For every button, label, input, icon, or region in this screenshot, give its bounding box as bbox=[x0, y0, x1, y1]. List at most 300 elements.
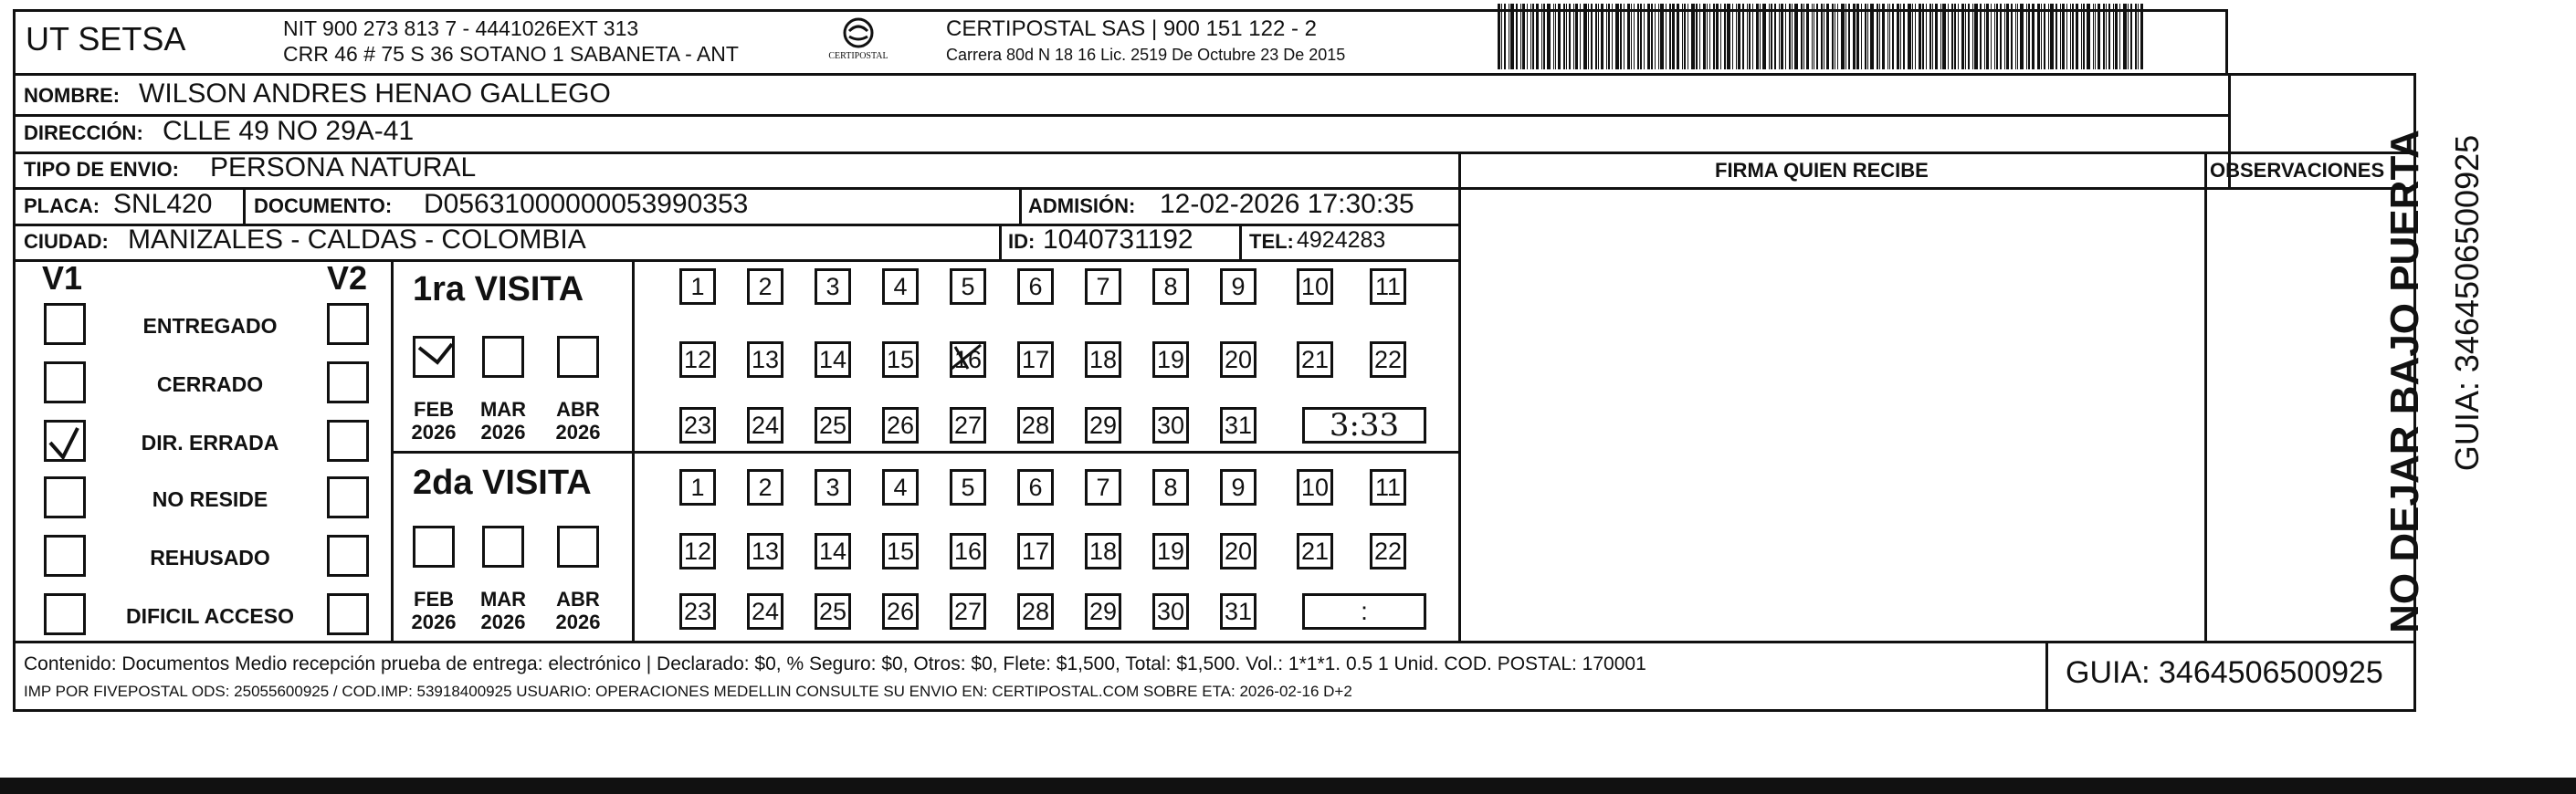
second-visit-day-30[interactable]: 30 bbox=[1152, 593, 1189, 630]
barcode-bar bbox=[1504, 4, 1506, 69]
barcode-bar bbox=[1832, 4, 1834, 69]
v2-checkbox-no-reside[interactable] bbox=[327, 476, 369, 518]
barcode-bar bbox=[1615, 4, 1619, 69]
barcode-bar bbox=[1738, 4, 1740, 69]
barcode-bar bbox=[1942, 4, 1946, 69]
barcode-bar bbox=[1879, 4, 1880, 69]
barcode-bar bbox=[1889, 4, 1890, 69]
month-year: 2026 bbox=[480, 611, 526, 633]
barcode-bar bbox=[1870, 4, 1874, 69]
barcode-bar bbox=[1841, 4, 1845, 69]
company-name: UT SETSA bbox=[26, 20, 186, 57]
second-visit-day-14[interactable]: 14 bbox=[815, 533, 851, 569]
barcode-bar bbox=[1677, 4, 1679, 69]
barcode-bar bbox=[2062, 4, 2065, 69]
barcode-bar bbox=[1932, 4, 1933, 69]
second-visit-day-3[interactable]: 3 bbox=[815, 469, 851, 506]
second-visit-day-8[interactable]: 8 bbox=[1152, 469, 1189, 506]
barcode-bar bbox=[1569, 4, 1571, 69]
second-visit-day-18[interactable]: 18 bbox=[1085, 533, 1121, 569]
status-label: ENTREGADO bbox=[142, 314, 278, 338]
first-visit-day-4[interactable]: 4 bbox=[882, 268, 919, 305]
barcode-bar bbox=[1801, 4, 1803, 69]
barcode-bar bbox=[1536, 4, 1539, 69]
barcode-bar bbox=[1853, 4, 1856, 69]
barcode-bar bbox=[1972, 4, 1973, 69]
month-year: 2026 bbox=[411, 611, 457, 633]
divider bbox=[1019, 187, 1022, 224]
barcode-bar bbox=[1558, 4, 1561, 69]
strike-mark-icon bbox=[950, 341, 986, 378]
first-visit-day-21[interactable]: 21 bbox=[1297, 341, 1333, 378]
second-visit-day-1[interactable]: 1 bbox=[679, 469, 716, 506]
admision-label: ADMISIÓN: bbox=[1028, 194, 1136, 217]
barcode-bar bbox=[1530, 4, 1531, 69]
first-visit-day-19[interactable]: 19 bbox=[1152, 341, 1189, 378]
second-visit-day-16[interactable]: 16 bbox=[950, 533, 986, 569]
first-visit-day-1[interactable]: 1 bbox=[679, 268, 716, 305]
v2-checkbox-cerrado[interactable] bbox=[327, 361, 369, 403]
barcode-bar bbox=[1547, 4, 1551, 69]
v1-checkbox-cerrado[interactable] bbox=[44, 361, 86, 403]
barcode-bar bbox=[1644, 4, 1645, 69]
first-visit-day-18[interactable]: 18 bbox=[1085, 341, 1121, 378]
status-label: REHUSADO bbox=[150, 546, 270, 569]
barcode-bar bbox=[2006, 4, 2009, 69]
second-visit-day-11[interactable]: 11 bbox=[1370, 469, 1406, 506]
second-visit-day-28[interactable]: 28 bbox=[1017, 593, 1054, 630]
barcode-bar bbox=[2050, 4, 2054, 69]
barcode-bar bbox=[1709, 4, 1710, 69]
barcode-bar bbox=[2130, 4, 2132, 69]
month-name: ABR bbox=[556, 588, 600, 611]
barcode-bar bbox=[1961, 4, 1964, 69]
nit-line: NIT 900 273 813 7 - 4441026EXT 313 bbox=[283, 16, 639, 40]
barcode-bar bbox=[1510, 4, 1514, 69]
month-label bbox=[404, 398, 464, 444]
second-visit-month-feb[interactable] bbox=[413, 526, 455, 568]
barcode-bar bbox=[1900, 4, 1901, 69]
barcode-bar bbox=[1954, 4, 1956, 69]
barcode-bar bbox=[1527, 4, 1528, 69]
second-visit-day-2[interactable]: 2 bbox=[747, 469, 783, 506]
barcode-bar bbox=[1532, 4, 1534, 69]
barcode-bar bbox=[1716, 4, 1719, 69]
first-visit-day-12[interactable]: 12 bbox=[679, 341, 716, 378]
barcode-bar bbox=[1792, 4, 1793, 69]
barcode-bar bbox=[1553, 4, 1554, 69]
first-visit-day-13[interactable]: 13 bbox=[747, 341, 783, 378]
barcode-bar bbox=[1892, 4, 1894, 69]
v1-checkbox-rehusado[interactable] bbox=[44, 535, 86, 577]
first-visit-day-11[interactable]: 11 bbox=[1370, 268, 1406, 305]
second-visit-day-22[interactable]: 22 bbox=[1370, 533, 1406, 569]
footer-guia: GUIA: 3464506500925 bbox=[2066, 655, 2383, 690]
second-visit-day-12[interactable]: 12 bbox=[679, 533, 716, 569]
first-visit-day-10[interactable]: 10 bbox=[1297, 268, 1333, 305]
barcode-bar bbox=[2138, 4, 2139, 69]
second-visit-title: 2da VISITA bbox=[413, 464, 592, 502]
barcode-bar bbox=[1691, 4, 1695, 69]
barcode-bar bbox=[1965, 4, 1966, 69]
first-visit-day-9[interactable]: 9 bbox=[1220, 268, 1256, 305]
second-visit-day-24[interactable]: 24 bbox=[747, 593, 783, 630]
barcode-bar bbox=[2028, 4, 2030, 69]
firma-header: FIRMA QUIEN RECIBE bbox=[1715, 159, 1929, 182]
barcode-bar bbox=[1812, 4, 1813, 69]
barcode-bar bbox=[1848, 4, 1850, 69]
barcode-bar bbox=[2093, 4, 2094, 69]
first-visit-day-2[interactable]: 2 bbox=[747, 268, 783, 305]
barcode-bar bbox=[1742, 4, 1744, 69]
first-visit-day-28[interactable]: 28 bbox=[1017, 407, 1054, 444]
barcode-bar bbox=[1821, 4, 1823, 69]
barcode-bar bbox=[2140, 4, 2143, 69]
first-visit-day-26[interactable]: 26 bbox=[882, 407, 919, 444]
first-visit-day-23[interactable]: 23 bbox=[679, 407, 716, 444]
barcode-bar bbox=[1660, 4, 1664, 69]
barcode-bar bbox=[1826, 4, 1829, 69]
second-visit-day-23[interactable]: 23 bbox=[679, 593, 716, 630]
barcode-bar bbox=[1724, 4, 1726, 69]
barcode-bar bbox=[2026, 4, 2027, 69]
first-visit-day-22[interactable]: 22 bbox=[1370, 341, 1406, 378]
barcode-bar bbox=[1794, 4, 1798, 69]
barcode-bar bbox=[2106, 4, 2107, 69]
first-visit-day-8[interactable]: 8 bbox=[1152, 268, 1189, 305]
v1-checkbox-entregado[interactable] bbox=[44, 303, 86, 345]
barcode-bar bbox=[1984, 4, 1985, 69]
month-year: 2026 bbox=[555, 421, 601, 444]
observaciones-header: OBSERVACIONES bbox=[2210, 159, 2385, 182]
barcode-bar bbox=[1785, 4, 1786, 69]
placa-value: SNL420 bbox=[113, 189, 213, 219]
barcode-bar bbox=[1707, 4, 1708, 69]
barcode-bar bbox=[1637, 4, 1639, 69]
checkmark-icon bbox=[47, 423, 89, 465]
first-visit-month-mar[interactable] bbox=[482, 336, 524, 378]
second-visit-day-25[interactable]: 25 bbox=[815, 593, 851, 630]
barcode-bar bbox=[2000, 4, 2002, 69]
barcode-bar bbox=[1779, 4, 1780, 69]
first-visit-day-29[interactable]: 29 bbox=[1085, 407, 1121, 444]
barcode-bar bbox=[1601, 4, 1603, 69]
tel-label: TEL: bbox=[1249, 230, 1294, 253]
barcode-bar bbox=[1789, 4, 1791, 69]
barcode-bar bbox=[1608, 4, 1610, 69]
barcode-bar bbox=[1583, 4, 1587, 69]
barcode-bar bbox=[1991, 4, 1992, 69]
barcode-bar bbox=[1980, 4, 1982, 69]
nombre-label: NOMBRE: bbox=[24, 84, 121, 107]
bottom-bar bbox=[0, 778, 2576, 794]
barcode-bar bbox=[1865, 4, 1866, 69]
barcode-bar bbox=[1498, 4, 1500, 69]
ciudad-label: CIUDAD: bbox=[24, 230, 109, 253]
divider bbox=[999, 224, 1002, 259]
v1-checkbox-dificil-acceso[interactable] bbox=[44, 593, 86, 635]
barcode-bar bbox=[1845, 4, 1846, 69]
second-visit-day-7[interactable]: 7 bbox=[1085, 469, 1121, 506]
barcode-bar bbox=[1926, 4, 1927, 69]
second-visit-day-21[interactable]: 21 bbox=[1297, 533, 1333, 569]
license-line: Carrera 80d N 18 16 Lic. 2519 De Octubre 23 De 2015 bbox=[946, 46, 1346, 64]
status-label: DIFICIL ACCESO bbox=[125, 604, 294, 628]
second-visit-day-6[interactable]: 6 bbox=[1017, 469, 1054, 506]
barcode-bar bbox=[2113, 4, 2114, 69]
barcode-bar bbox=[1856, 4, 1859, 69]
barcode-bar bbox=[1516, 4, 1518, 69]
barcode-bar bbox=[1769, 4, 1770, 69]
barcode-bar bbox=[2037, 4, 2040, 69]
barcode-bar bbox=[1781, 4, 1783, 69]
first-visit-day-3[interactable]: 3 bbox=[815, 268, 851, 305]
barcode-bar bbox=[1837, 4, 1838, 69]
v2-checkbox-rehusado[interactable] bbox=[327, 535, 369, 577]
first-visit-day-16[interactable]: 16 bbox=[950, 341, 986, 378]
side-guia: GUIA: 3464506500925 bbox=[2448, 134, 2486, 472]
barcode-bar bbox=[1563, 4, 1565, 69]
barcode-bar bbox=[2044, 4, 2045, 69]
month-year: 2026 bbox=[411, 421, 457, 444]
imp-line: IMP POR FIVEPOSTAL ODS: 25055600925 / COD.IMP: 53918400925 USUARIO: OPERACIONES MEDELLIN CONSULTE SU ENVIO EN: CERTIPOSTAL.COM SOBRE ETA: 2026-02-16 D+2 bbox=[24, 683, 1352, 700]
barcode-bar bbox=[1591, 4, 1593, 69]
barcode-bar bbox=[2076, 4, 2078, 69]
first-visit-day-14[interactable]: 14 bbox=[815, 341, 851, 378]
barcode-bar bbox=[2103, 4, 2105, 69]
barcode-bar bbox=[1703, 4, 1706, 69]
barcode-bar bbox=[2020, 4, 2024, 69]
second-visit-day-31[interactable]: 31 bbox=[1220, 593, 1256, 630]
first-visit-day-20[interactable]: 20 bbox=[1220, 341, 1256, 378]
barcode-bar bbox=[1756, 4, 1759, 69]
v1-checkbox-no-reside[interactable] bbox=[44, 476, 86, 518]
month-name: FEB bbox=[414, 588, 454, 611]
barcode-bar bbox=[2081, 4, 2082, 69]
second-visit-day-4[interactable]: 4 bbox=[882, 469, 919, 506]
barcode-bar bbox=[1994, 4, 1995, 69]
barcode-bar bbox=[2098, 4, 2100, 69]
documento-label: DOCUMENTO: bbox=[254, 194, 393, 217]
v1-checkbox-dir-errada[interactable] bbox=[44, 420, 86, 462]
first-visit-day-5[interactable]: 5 bbox=[950, 268, 986, 305]
month-year: 2026 bbox=[480, 421, 526, 444]
barcode-bar bbox=[2123, 4, 2127, 69]
barcode-bar bbox=[1627, 4, 1630, 69]
first-visit-day-7[interactable]: 7 bbox=[1085, 268, 1121, 305]
v2-checkbox-dir-errada[interactable] bbox=[327, 420, 369, 462]
barcode-bar bbox=[2087, 4, 2090, 69]
barcode-bar bbox=[1647, 4, 1650, 69]
barcode-bar bbox=[1651, 4, 1653, 69]
direccion-value: CLLE 49 NO 29A-41 bbox=[163, 116, 415, 146]
barcode-bar bbox=[1897, 4, 1899, 69]
barcode-bar bbox=[2017, 4, 2018, 69]
barcode-bar bbox=[2041, 4, 2042, 69]
certipostal-line: CERTIPOSTAL SAS | 900 151 122 - 2 bbox=[946, 16, 1317, 41]
barcode-bar bbox=[1762, 4, 1766, 69]
status-label: CERRADO bbox=[156, 372, 264, 396]
barcode-bar bbox=[2056, 4, 2057, 69]
barcode-bar bbox=[1501, 4, 1502, 69]
barcode-bar bbox=[1749, 4, 1751, 69]
barcode-bar bbox=[1595, 4, 1597, 69]
barcode-bar bbox=[1640, 4, 1642, 69]
barcode-bar bbox=[1877, 4, 1878, 69]
logo-text: CERTIPOSTAL bbox=[828, 51, 888, 61]
first-visit-month-feb[interactable] bbox=[413, 336, 455, 378]
certipostal-logo bbox=[822, 13, 895, 68]
barcode-bar bbox=[2128, 4, 2129, 69]
second-visit-day-20[interactable]: 20 bbox=[1220, 533, 1256, 569]
barcode-bar bbox=[1940, 4, 1941, 69]
barcode-bar bbox=[1588, 4, 1589, 69]
second-visit-day-29[interactable]: 29 bbox=[1085, 593, 1121, 630]
tipo-envio-value: PERSONA NATURAL bbox=[210, 152, 477, 183]
documento-value: D05631000000053990353 bbox=[424, 189, 749, 219]
tel-value: 4924283 bbox=[1297, 227, 1386, 253]
first-visit-day-30[interactable]: 30 bbox=[1152, 407, 1189, 444]
barcode-bar bbox=[2095, 4, 2096, 69]
barcode-bar bbox=[1861, 4, 1862, 69]
first-visit-day-6[interactable]: 6 bbox=[1017, 268, 1054, 305]
month-name: ABR bbox=[556, 398, 600, 421]
second-visit-day-13[interactable]: 13 bbox=[747, 533, 783, 569]
first-visit-day-24[interactable]: 24 bbox=[747, 407, 783, 444]
barcode-bar bbox=[2004, 4, 2005, 69]
barcode-bar bbox=[1555, 4, 1556, 69]
barcode-bar bbox=[2032, 4, 2035, 69]
month-year: 2026 bbox=[555, 611, 601, 633]
barcode-bar bbox=[1903, 4, 1905, 69]
barcode-bar bbox=[1620, 4, 1622, 69]
v2-header: V2 bbox=[327, 259, 368, 297]
month-label bbox=[473, 398, 533, 444]
first-visit-title: 1ra VISITA bbox=[413, 270, 584, 308]
barcode-bar bbox=[1935, 4, 1938, 69]
second-visit-time[interactable]: : bbox=[1302, 593, 1426, 630]
barcode-bar bbox=[1655, 4, 1656, 69]
barcode-bar bbox=[2119, 4, 2120, 69]
month-name: MAR bbox=[479, 588, 527, 611]
divider bbox=[243, 187, 246, 224]
barcode-bar bbox=[1543, 4, 1545, 69]
barcode-bar bbox=[1867, 4, 1868, 69]
barcode-bar bbox=[1922, 4, 1924, 69]
first-visit-day-15[interactable]: 15 bbox=[882, 341, 919, 378]
divider bbox=[1239, 224, 1242, 259]
second-visit-month-abr[interactable] bbox=[557, 526, 599, 568]
barcode-bar bbox=[1951, 4, 1953, 69]
v2-checkbox-dificil-acceso[interactable] bbox=[327, 593, 369, 635]
barcode-bar bbox=[1968, 4, 1970, 69]
barcode-bar bbox=[1575, 4, 1578, 69]
no-dejar-bajo-puerta: NO DEJAR BAJO PUERTA bbox=[2382, 130, 2427, 633]
barcode-bar bbox=[2060, 4, 2061, 69]
barcode-bar bbox=[2011, 4, 2013, 69]
barcode-bar bbox=[1672, 4, 1675, 69]
barcode-bar bbox=[1713, 4, 1715, 69]
barcode-bar bbox=[1958, 4, 1959, 69]
second-visit-day-27[interactable]: 27 bbox=[950, 593, 986, 630]
barcode-bar bbox=[1631, 4, 1632, 69]
barcode-bar bbox=[1771, 4, 1772, 69]
first-visit-day-17[interactable]: 17 bbox=[1017, 341, 1054, 378]
first-visit-day-31[interactable]: 31 bbox=[1220, 407, 1256, 444]
month-label bbox=[404, 588, 464, 633]
barcode-bar bbox=[1566, 4, 1567, 69]
barcode-bar bbox=[2072, 4, 2074, 69]
barcode-bar bbox=[2015, 4, 2016, 69]
barcode-bar bbox=[1699, 4, 1700, 69]
barcode-bar bbox=[1774, 4, 1776, 69]
barcode-bar bbox=[1520, 4, 1521, 69]
barcode-bar bbox=[2083, 4, 2085, 69]
month-label bbox=[548, 398, 608, 444]
month-label bbox=[548, 588, 608, 633]
id-value: 1040731192 bbox=[1043, 225, 1193, 255]
second-visit-month-mar[interactable] bbox=[482, 526, 524, 568]
divider bbox=[1458, 151, 1461, 643]
v1-header: V1 bbox=[42, 259, 83, 297]
second-visit-day-15[interactable]: 15 bbox=[882, 533, 919, 569]
barcode-bar bbox=[1986, 4, 1989, 69]
placa-label: PLACA: bbox=[24, 194, 100, 217]
second-visit-day-10[interactable]: 10 bbox=[1297, 469, 1333, 506]
second-visit-day-9[interactable]: 9 bbox=[1220, 469, 1256, 506]
barcode-bar bbox=[1541, 4, 1542, 69]
barcode-bar bbox=[1684, 4, 1686, 69]
barcode-bar bbox=[1720, 4, 1721, 69]
barcode-bar bbox=[1996, 4, 1998, 69]
second-visit-day-26[interactable]: 26 bbox=[882, 593, 919, 630]
month-name: MAR bbox=[479, 398, 527, 421]
checkmark-icon bbox=[415, 339, 457, 381]
first-visit-month-abr[interactable] bbox=[557, 336, 599, 378]
barcode-bar bbox=[1736, 4, 1737, 69]
barcode-bar bbox=[1915, 4, 1916, 69]
divider bbox=[391, 451, 1459, 454]
first-visit-day-27[interactable]: 27 bbox=[950, 407, 986, 444]
status-label: NO RESIDE bbox=[152, 487, 268, 511]
divider bbox=[632, 259, 635, 641]
barcode-bar bbox=[1580, 4, 1581, 69]
divider bbox=[13, 259, 1461, 262]
barcode-bar bbox=[2115, 4, 2118, 69]
second-visit-day-19[interactable]: 19 bbox=[1152, 533, 1189, 569]
barcode-bar bbox=[1752, 4, 1753, 69]
second-visit-day-5[interactable]: 5 bbox=[950, 469, 986, 506]
direccion-label: DIRECCIÓN: bbox=[24, 121, 143, 144]
barcode-bar bbox=[1732, 4, 1733, 69]
divider bbox=[13, 641, 2416, 643]
barcode-bar bbox=[1816, 4, 1818, 69]
barcode-bar bbox=[1606, 4, 1607, 69]
first-visit-time[interactable]: 3:33 bbox=[1302, 407, 1426, 444]
divider bbox=[391, 259, 394, 641]
v2-checkbox-entregado[interactable] bbox=[327, 303, 369, 345]
second-visit-day-17[interactable]: 17 bbox=[1017, 533, 1054, 569]
barcode-bar bbox=[1760, 4, 1761, 69]
barcode-bar bbox=[1929, 4, 1931, 69]
barcode-bar bbox=[1727, 4, 1730, 69]
barcode-bar bbox=[1573, 4, 1574, 69]
barcode-bar bbox=[2108, 4, 2110, 69]
barcode-bar bbox=[1658, 4, 1659, 69]
first-visit-day-25[interactable]: 25 bbox=[815, 407, 851, 444]
barcode-bar bbox=[1666, 4, 1667, 69]
barcode-bar bbox=[2070, 4, 2071, 69]
